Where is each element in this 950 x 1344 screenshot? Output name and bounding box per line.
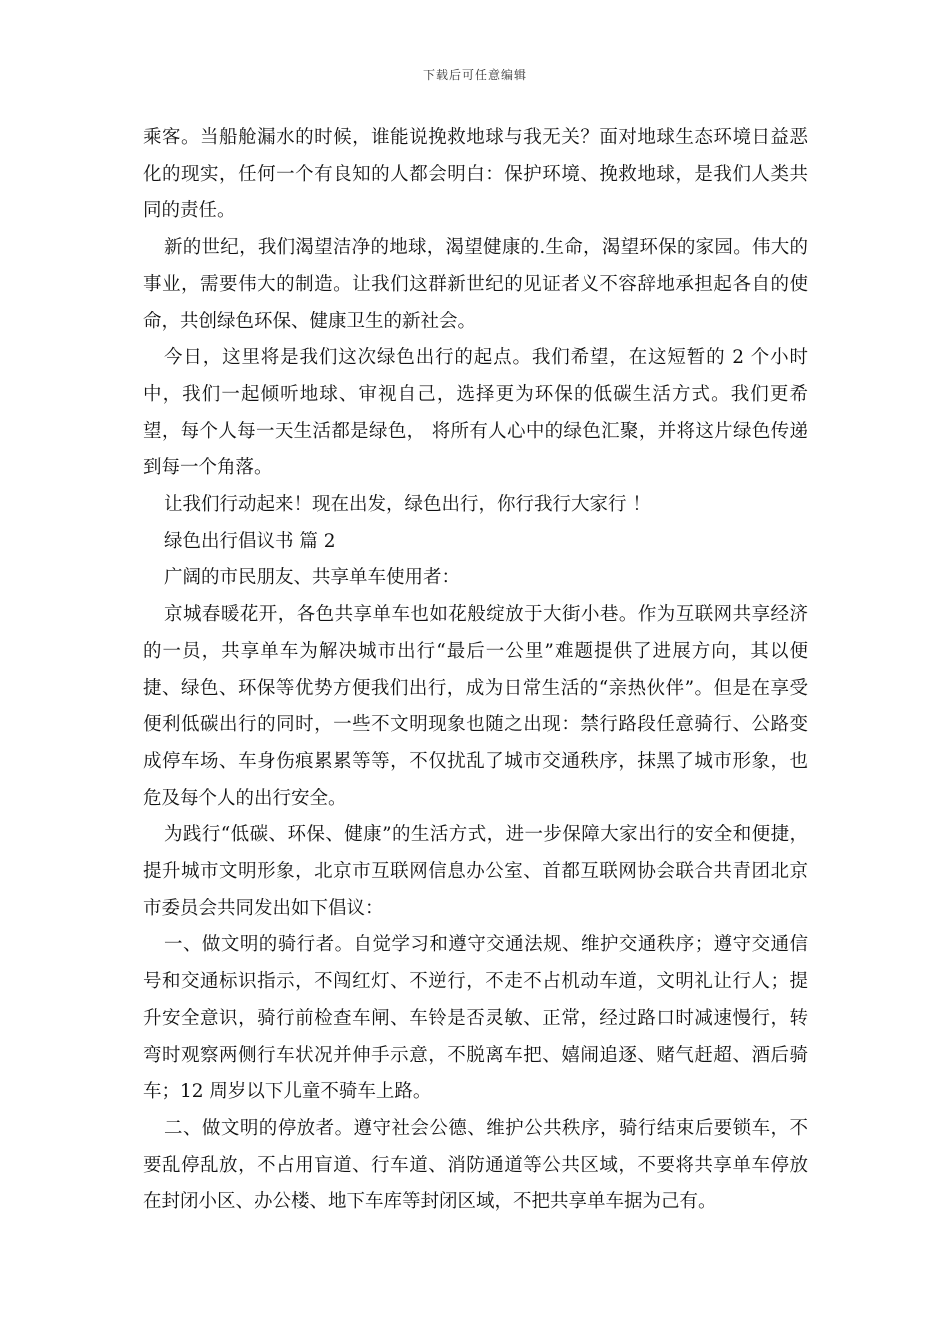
paragraph: 二、做文明的停放者。遵守社会公德、维护公共秩序，骑行结束后要锁车，不要乱停乱放，不占用盲道、行车道、消防通道等公共区域，不要将共享单车停放在封闭小区、办公楼、地下车库等封闭区域，不把共享单车据为己有。 [143,1117,808,1213]
paragraph: 一、做文明的骑行者。自觉学习和遵守交通法规、维护交通秩序；遵守交通信号和交通标识指示，不闯红灯、不逆行，不走不占机动车道，文明礼让行人；提升安全意识，骑行前检查车闸、车铃是否灵敏、正常，经过路口时减速慢行，转弯时观察两侧行车状况并伸手示意，不脱离车把、嬉闹追逐、赌气赶超、酒后骑车；12 周岁以下儿童不骑车上路。 [143,934,808,1103]
section-heading: 绿色出行倡议书 篇 2 [164,530,336,552]
salutation: 广阔的市民朋友、共享单车使用者： [164,567,461,589]
document-body [143,120,808,1221]
paragraph: 京城春暖花开，各色共享单车也如花般绽放于大街小巷。作为互联网共享经济的一员，共享单车为解决城市出行“最后一公里”难题提供了进展方向，其以便捷、绿色、环保等优势方便我们出行，成为日常生活的“亲热伙伴”。但是在享受便利低碳出行的同时，一些不文明现象也随之出现：禁行路段任意骑行、公路变成停车场、车身伤痕累累等等，不仅扰乱了城市交通秩序，抹黑了城市形象，也危及每个人的出行安全。 [143,604,808,809]
paragraph: 新的世纪，我们渴望洁净的地球，渴望健康的.生命，渴望环保的家园。伟大的事业，需要伟大的制造。让我们这群新世纪的见证者义不容辞地承担起各自的使命，共创绿色环保、健康卫生的新社会。 [143,237,808,332]
paragraph: 为践行“低碳、环保、健康”的生活方式，进一步保障大家出行的安全和便捷，提升城市文明形象，北京市互联网信息办公室、首都互联网协会联合共青团北京市委员会共同发出如下倡议： [143,824,808,919]
paragraph: 让我们行动起来！现在出发，绿色出行，你行我行大家行 ！ [164,494,651,516]
paragraph: 今日，这里将是我们这次绿色出行的起点。我们希望，在这短暂的 2 个小时中，我们一起倾听地球、审视自己，选择更为环保的低碳生活方式。我们更希望，每个人每一天生活都是绿色， 将所有人心中的绿色汇聚，并将这片绿色传递到每一个角落。 [143,347,808,479]
paragraph: 乘客。当船舱漏水的时候，谁能说挽救地球与我无关？面对地球生态环境日益恶化的现实，任何一个有良知的人都会明白：保护环境、挽救地球，是我们人类共同的责任。 [143,127,808,222]
page-header: 下载后可任意编辑 [422,68,527,82]
